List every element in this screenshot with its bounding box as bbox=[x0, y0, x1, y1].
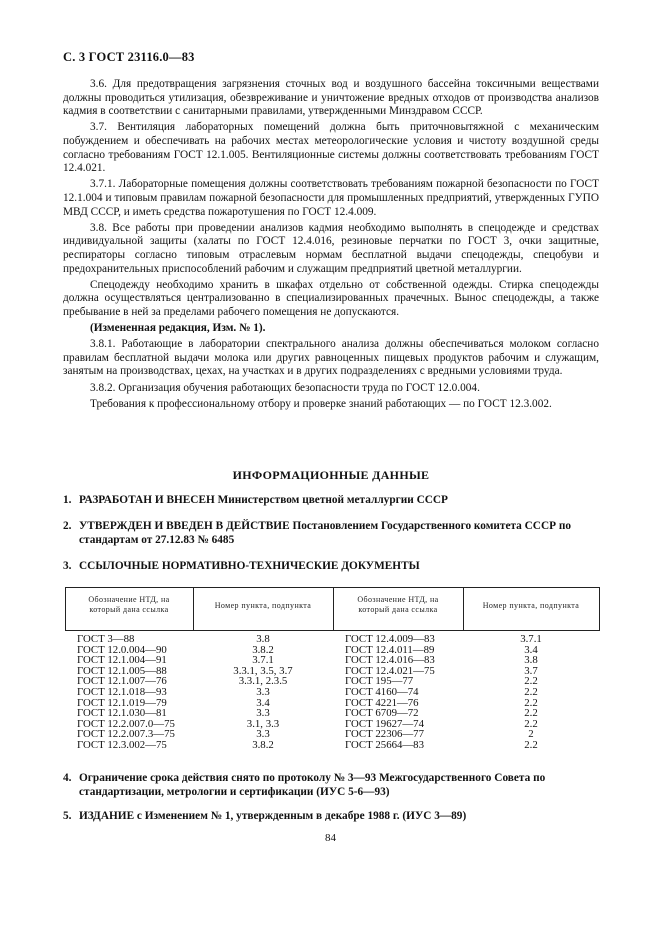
table-cell: 3.3.1, 2.3.5 bbox=[238, 675, 288, 688]
right-docs-column bbox=[345, 634, 435, 751]
references-table bbox=[65, 587, 600, 758]
table-cell: ГОСТ 12.1.018—93 bbox=[77, 685, 167, 698]
table-cell: ГОСТ 12.3.002—75 bbox=[77, 738, 167, 751]
left-docs-column bbox=[77, 634, 175, 751]
table-cell: 3.3 bbox=[256, 707, 270, 720]
info-item-4: 4. Ограничение срока действия снято по протоколу № 3—93 Межгосударственного Совета по стандартизации, метрологии и сертификации (ИУС 5-6—93) bbox=[63, 772, 546, 798]
table-cell: ГОСТ 12.1.019—79 bbox=[77, 696, 167, 709]
page-header: С. 3 ГОСТ 23116.0—83 bbox=[63, 50, 195, 64]
table-cell: ГОСТ 12.2.007.3—75 bbox=[77, 728, 175, 741]
table-cell: ГОСТ 3—88 bbox=[77, 633, 135, 645]
table-cell: 2.2 bbox=[524, 707, 538, 720]
table-cell: ГОСТ 12.1.007—76 bbox=[77, 675, 167, 688]
paragraph: 3.7. Вентиляция лабораторных помещений должна быть приточновытяжной с механическим побуждением и обеспечивать на рабочих местах метеорологические условия и чистоту воздушной среды согласно требованиям ГОСТ 12.1.005. Вентиляционные системы должны соответствовать требованиям ГОСТ 12.4.021. bbox=[63, 121, 599, 175]
table-cell: ГОСТ 12.4.016—83 bbox=[345, 654, 435, 667]
page-number: 84 bbox=[325, 832, 336, 844]
table-cell: ГОСТ 12.1.005—88 bbox=[77, 664, 167, 677]
paragraph: 3.7.1. Лабораторные помещения должны соответствовать требованиям пожарной безопасности по ГОСТ 12.1.004 и типовым правилам пожарной безопасности для промышленных предприятий, утвержденных ГУПО МВД СССР, и иметь средства пожаротушения по ГОСТ 12.4.009. bbox=[63, 178, 599, 218]
table-cell: ГОСТ 25664—83 bbox=[345, 738, 424, 751]
left-items-column bbox=[193, 634, 333, 751]
right-items-column bbox=[463, 634, 599, 751]
paragraph: 3.6. Для предотвращения загрязнения сточных вод и воздушного бассейна токсичными веществами должны проводиться утилизация, обезвреживание и уничтожение вредных отходов от производства анализов кадмия в соответствии с санитарными правилами, утвержденными Минздравом СССР. bbox=[63, 78, 599, 118]
table-cell: 2.2 bbox=[524, 696, 538, 709]
table-cell: ГОСТ 195—77 bbox=[345, 675, 414, 688]
info-title: ИНФОРМАЦИОННЫЕ ДАННЫЕ bbox=[232, 468, 430, 482]
header-doc-left: Обозначение НТД, на который дана ссылка bbox=[88, 595, 170, 614]
paragraph: Требования к профессиональному отбору и проверке знаний работающих — по ГОСТ 12.3.002. bbox=[90, 397, 552, 410]
table-cell: ГОСТ 12.0.004—90 bbox=[77, 643, 167, 656]
table-cell: 3.7 bbox=[524, 664, 538, 677]
paragraph: 3.8.1. Работающие в лаборатории спектрального анализа должны обеспечиваться молоком согласно правилам бесплатной выдачи молока или других равноценных пищевых продуктов рабочим и служащим, занятым на производствах, цехах, на участках и в других подразделениях с вредными условиями труда. bbox=[63, 338, 599, 378]
paragraph: 3.8. Все работы при проведении анализов кадмия необходимо выполнять в спецодежде и средствах индивидуальной защиты (халаты по ГОСТ 12.4.016, резиновые перчатки по ГОСТ 3, очки защитные, респираторы согласно типовым отраслевым нормам бесплатной выдачи спецодежды, спецобуви и предохранительных приспособлений рабочим и служащим предприятий цветной металлургии. bbox=[63, 221, 599, 275]
table-cell: 3.8 bbox=[256, 633, 270, 645]
table-cell: 2.2 bbox=[524, 685, 538, 698]
table-cell: 3.7.1 bbox=[520, 633, 542, 645]
table-cell: 3.3 bbox=[256, 728, 270, 741]
table-cell: 3.4 bbox=[256, 696, 270, 709]
table-cell: 2.2 bbox=[524, 738, 538, 751]
table-cell: 3.8 bbox=[524, 654, 538, 667]
header-item-left: Номер пункта, подпункта bbox=[214, 601, 312, 610]
table-cell: ГОСТ 12.4.011—89 bbox=[345, 643, 435, 656]
paragraph: Спецодежду необходимо хранить в шкафах отдельно от собственной одежды. Стирка спецодежды должна осуществляться централизованно в специализированных прачечных. Вынос спецодежды, а также пребывание в ней за пределами рабочего помещения не допускаются. bbox=[63, 278, 599, 318]
table-cell: ГОСТ 22306—77 bbox=[345, 728, 424, 741]
table-cell: 3.8.2 bbox=[252, 738, 274, 751]
info-item-2: 2. УТВЕРЖДЕН И ВВЕДЕН В ДЕЙСТВИЕ Постановлением Государственного комитета СССР по стандартам от 27.12.83 № 6485 bbox=[63, 520, 571, 546]
table-cell: 2.2 bbox=[524, 675, 538, 688]
table-cell: ГОСТ 6709—72 bbox=[345, 707, 419, 720]
table-cell: ГОСТ 4160—74 bbox=[345, 685, 419, 698]
info-item-1: 1. РАЗРАБОТАН И ВНЕСЕН Министерством цветной металлургии СССР bbox=[63, 494, 448, 506]
table-cell: 3.3.1, 3.5, 3.7 bbox=[233, 664, 293, 677]
table-cell: ГОСТ 19627—74 bbox=[345, 717, 424, 730]
table-cell: 3.7.1 bbox=[252, 654, 274, 667]
info-item-3: 3. ССЫЛОЧНЫЕ НОРМАТИВНО-ТЕХНИЧЕСКИЕ ДОКУМЕНТЫ bbox=[63, 560, 420, 572]
table-cell: 2.2 bbox=[524, 717, 538, 730]
paragraph: 3.8.2. Организация обучения работающих безопасности труда по ГОСТ 12.0.004. bbox=[90, 381, 480, 394]
table-cell: ГОСТ 12.4.009—83 bbox=[345, 633, 435, 645]
table-cell: 3.3 bbox=[256, 685, 270, 698]
table-cell: ГОСТ 12.2.007.0—75 bbox=[77, 717, 175, 730]
paragraph: (Измененная редакция, Изм. № 1). bbox=[90, 322, 266, 335]
table-cell: ГОСТ 12.4.021—75 bbox=[345, 664, 435, 677]
table-cell: ГОСТ 12.1.030—81 bbox=[77, 707, 167, 720]
body-text bbox=[63, 78, 599, 414]
table-cell: 2 bbox=[528, 728, 534, 741]
header-doc-right: Обозначение НТД, на который дана ссылка bbox=[357, 595, 439, 614]
table-cell: ГОСТ 4221—76 bbox=[345, 696, 419, 709]
table-cell: ГОСТ 12.1.004—91 bbox=[77, 654, 167, 667]
table-cell: 3.1, 3.3 bbox=[246, 717, 280, 730]
table-cell: 3.4 bbox=[524, 643, 538, 656]
header-item-right: Номер пункта, подпункта bbox=[482, 601, 580, 610]
table-cell: 3.8.2 bbox=[252, 643, 274, 656]
info-item-5: 5. ИЗДАНИЕ с Изменением № 1, утвержденным в декабре 1988 г. (ИУС 3—89) bbox=[63, 810, 467, 822]
